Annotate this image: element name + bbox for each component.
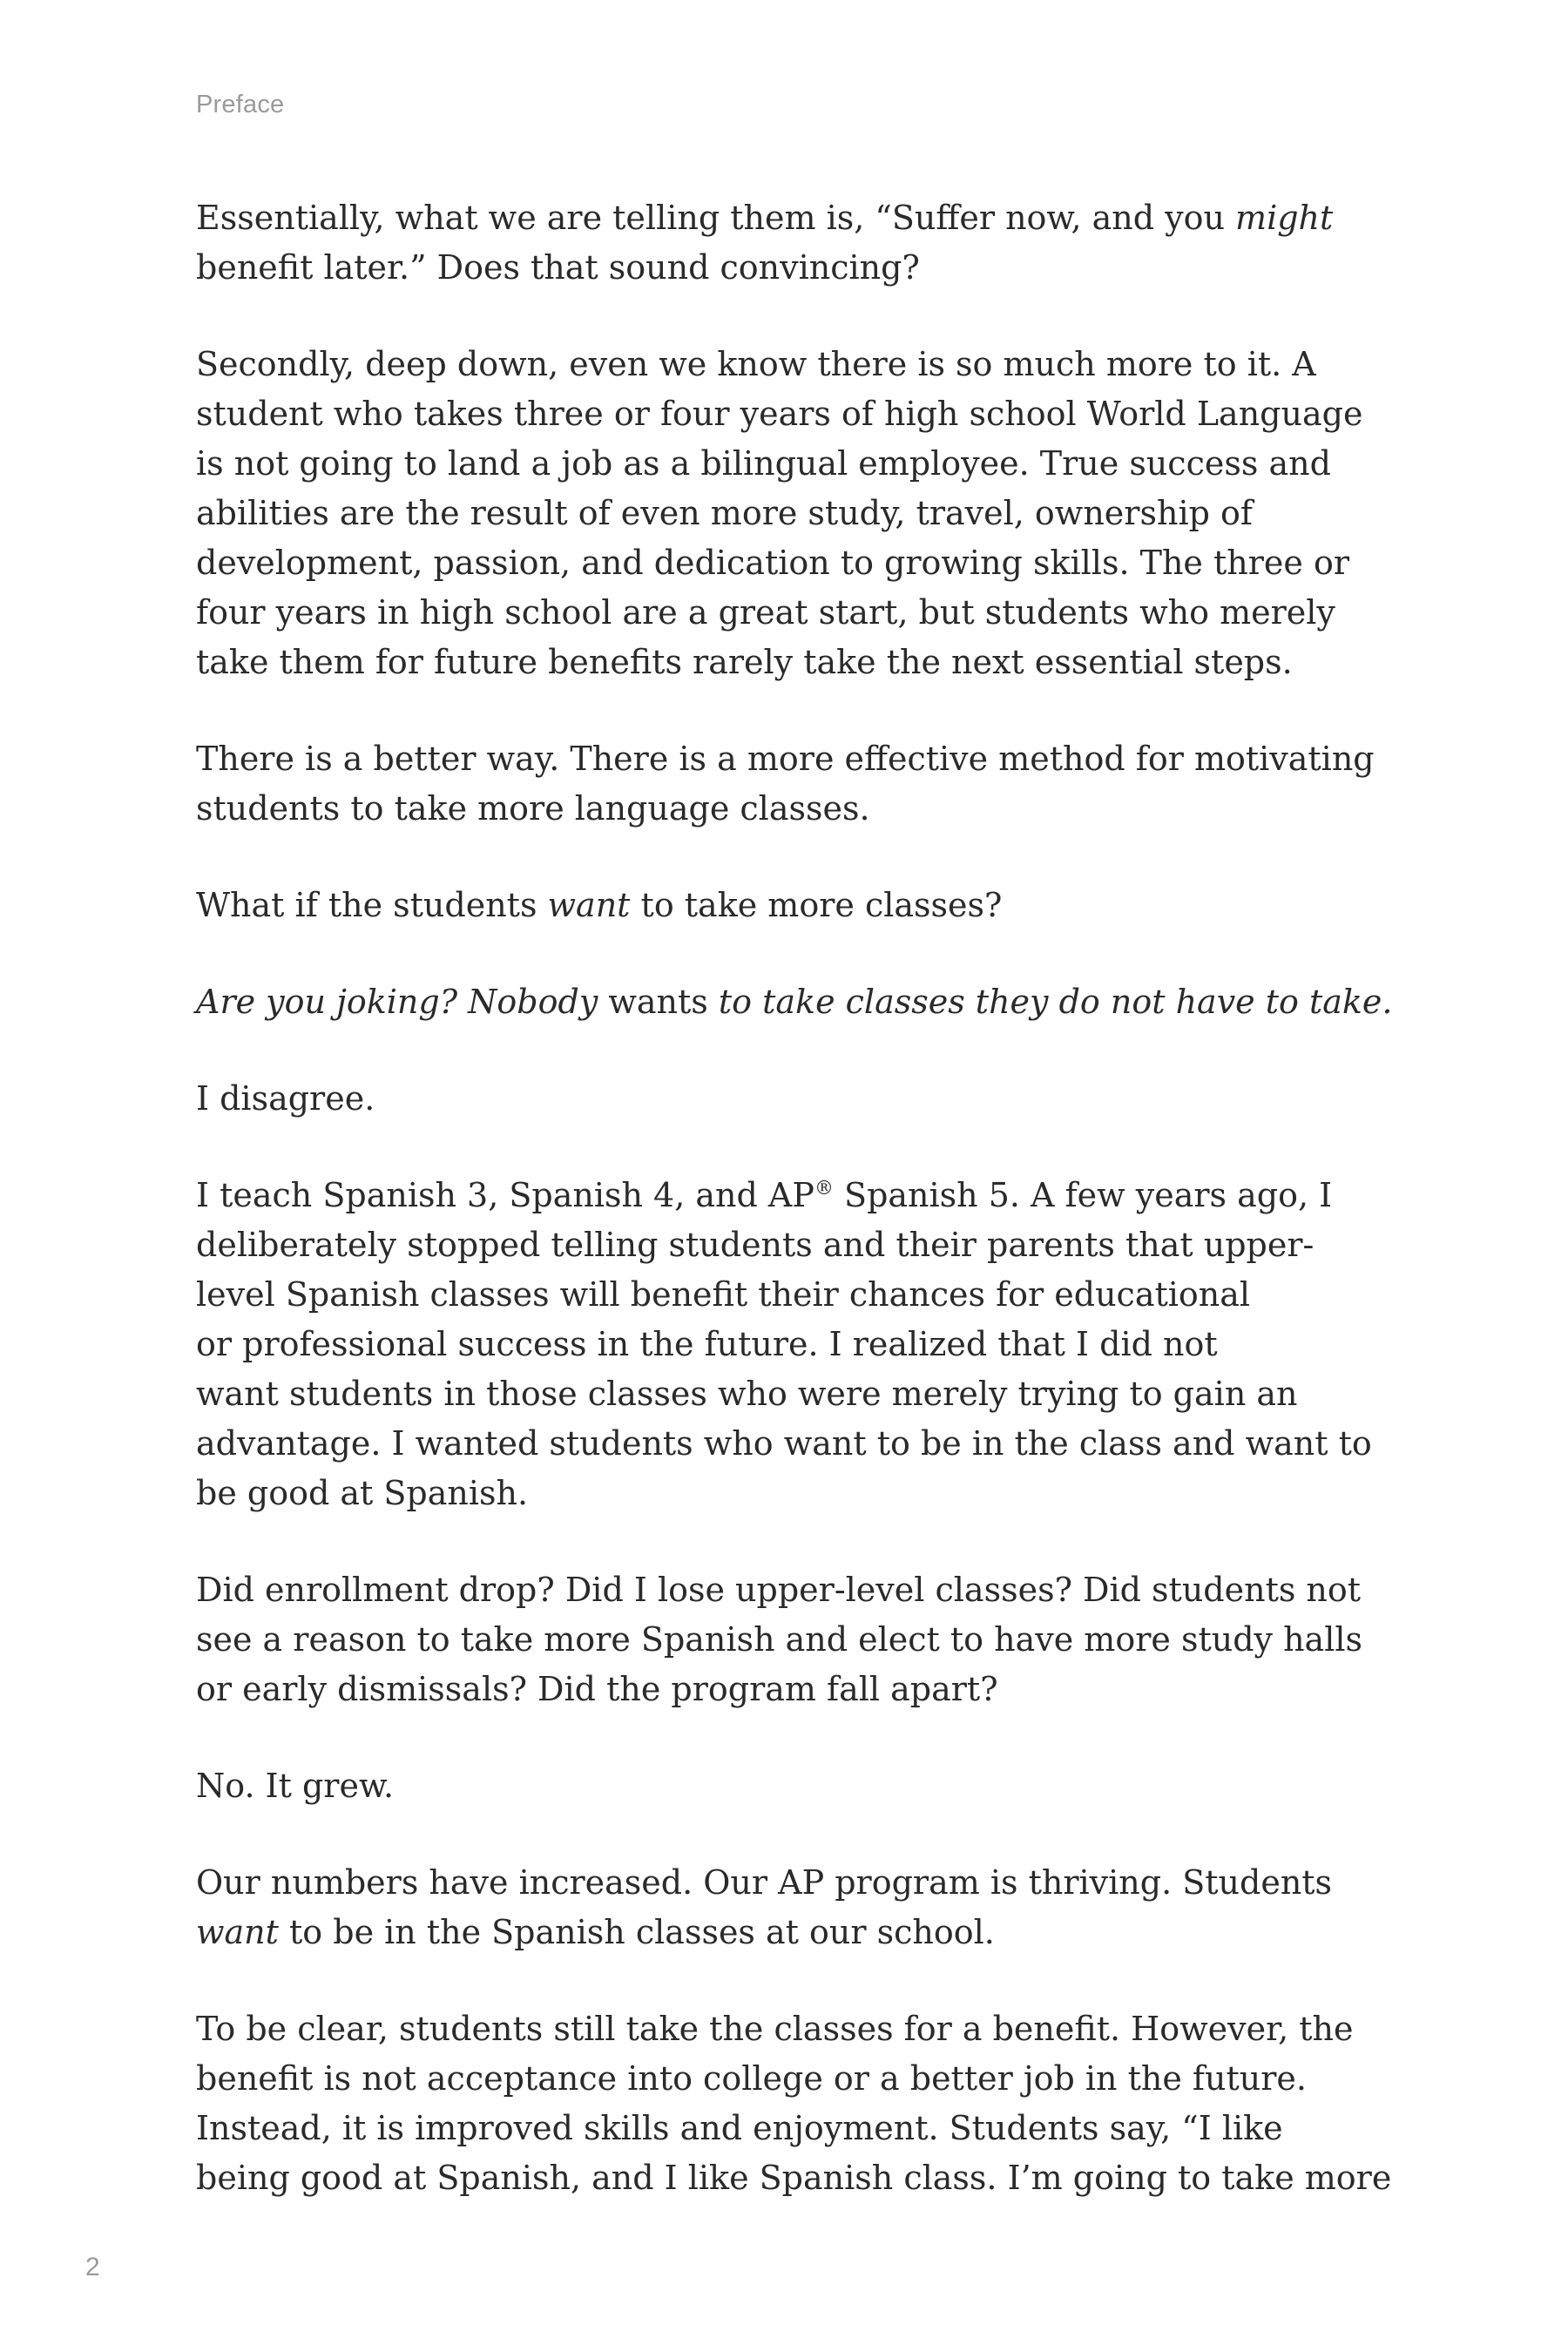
text-run: development, passion, and dedication to growing skills. The three or — [196, 544, 1350, 582]
paragraph — [196, 977, 1416, 1027]
text-run: want students in those classes who were merely trying to gain an — [196, 1375, 1298, 1413]
text-run: Instead, it is improved skills and enjoyment. Students say, “I like — [196, 2109, 1283, 2147]
text-line — [196, 1074, 1416, 1124]
text-run: Our numbers have increased. Our AP program is thriving. Students — [196, 1863, 1333, 1902]
text-line — [196, 439, 1416, 489]
text-run: or early dismissals? Did the program fall apart? — [196, 1670, 998, 1708]
body-text — [196, 193, 1416, 2203]
italic-run: want — [196, 1913, 279, 1951]
paragraph — [196, 2004, 1416, 2203]
text-line — [196, 2004, 1416, 2054]
text-run: Secondly, deep down, even we know there is so much more to it. A — [196, 345, 1316, 383]
registered-mark: ® — [814, 1178, 834, 1200]
text-run: to be in the Spanish classes at our school. — [278, 1913, 995, 1951]
text-run: be good at Spanish. — [196, 1474, 529, 1512]
text-run: To be clear, students still take the classes for a benefit. However, the — [196, 2010, 1354, 2048]
italic-run: to take classes they do not have to take. — [707, 983, 1393, 1021]
text-run: I disagree. — [196, 1079, 375, 1118]
paragraph — [196, 881, 1416, 930]
text-line — [196, 1858, 1416, 1908]
text-line — [196, 1419, 1416, 1469]
text-run: students to take more language classes. — [196, 789, 870, 828]
text-line — [196, 193, 1416, 243]
text-run: to take more classes? — [630, 886, 1003, 924]
text-run: advantage. I wanted students who want to be in the class and want to — [196, 1424, 1372, 1463]
text-line — [196, 2054, 1416, 2104]
text-line — [196, 1369, 1416, 1419]
italic-run: Are you joking? Nobody — [196, 983, 609, 1021]
paragraph — [196, 1565, 1416, 1714]
text-line — [196, 977, 1416, 1027]
text-line — [196, 1908, 1416, 1957]
text-line — [196, 1665, 1416, 1714]
text-line — [196, 489, 1416, 538]
text-run: being good at Spanish, and I like Spanish class. I’m going to take more — [196, 2159, 1392, 2197]
paragraph — [196, 734, 1416, 834]
paragraph — [196, 1074, 1416, 1124]
paragraph — [196, 193, 1416, 293]
text-run: level Spanish classes will benefit their chances for educational — [196, 1275, 1251, 1314]
text-line — [196, 1320, 1416, 1369]
text-run: Did enrollment drop? Did I lose upper-level classes? Did students not — [196, 1571, 1362, 1609]
text-run: deliberately stopped telling students and their parents that upper- — [196, 1226, 1315, 1264]
text-run: abilities are the result of even more study, travel, ownership of — [196, 494, 1253, 532]
text-line — [196, 1220, 1416, 1270]
text-line — [196, 638, 1416, 687]
text-run: benefit later.” Does that sound convincing? — [196, 248, 920, 287]
text-line — [196, 1761, 1416, 1811]
text-line — [196, 340, 1416, 389]
text-line — [196, 389, 1416, 439]
text-line — [196, 1565, 1416, 1615]
text-run: Essentially, what we are telling them is, “Suffer now, and you — [196, 199, 1236, 237]
text-line — [196, 1469, 1416, 1518]
text-run: student who takes three or four years of high school World Language — [196, 395, 1363, 433]
paragraph — [196, 1171, 1416, 1518]
text-line — [196, 2153, 1416, 2203]
text-line — [196, 1615, 1416, 1665]
text-run: benefit is not acceptance into college or a better job in the future. — [196, 2059, 1307, 2098]
text-run: Spanish 5. A few years ago, I — [833, 1176, 1333, 1214]
text-run: four years in high school are a great start, but students who merely — [196, 593, 1335, 632]
text-run: There is a better way. There is a more effective method for motivating — [196, 740, 1375, 778]
running-head: Preface — [196, 91, 285, 118]
page-number: 2 — [85, 2253, 100, 2281]
text-line — [196, 243, 1416, 293]
text-run: is not going to land a job as a bilingual employee. True success and — [196, 444, 1331, 483]
text-run: see a reason to take more Spanish and elect to have more study halls — [196, 1620, 1362, 1659]
text-run: take them for future benefits rarely take the next essential steps. — [196, 643, 1293, 681]
paragraph — [196, 340, 1416, 687]
text-line — [196, 734, 1416, 784]
text-run: wants — [608, 983, 708, 1021]
text-run: I teach Spanish 3, Spanish 4, and AP — [196, 1176, 814, 1214]
text-line — [196, 881, 1416, 930]
italic-run: might — [1235, 199, 1334, 237]
italic-run: want — [547, 886, 631, 924]
text-line — [196, 784, 1416, 834]
text-line — [196, 1171, 1416, 1220]
text-line — [196, 1270, 1416, 1320]
text-line — [196, 538, 1416, 588]
text-run: No. It grew. — [196, 1767, 395, 1805]
paragraph — [196, 1761, 1416, 1811]
text-line — [196, 2104, 1416, 2153]
text-line — [196, 588, 1416, 638]
text-run: What if the students — [196, 886, 548, 924]
paragraph — [196, 1858, 1416, 1957]
text-run: or professional success in the future. I realized that I did not — [196, 1325, 1218, 1363]
